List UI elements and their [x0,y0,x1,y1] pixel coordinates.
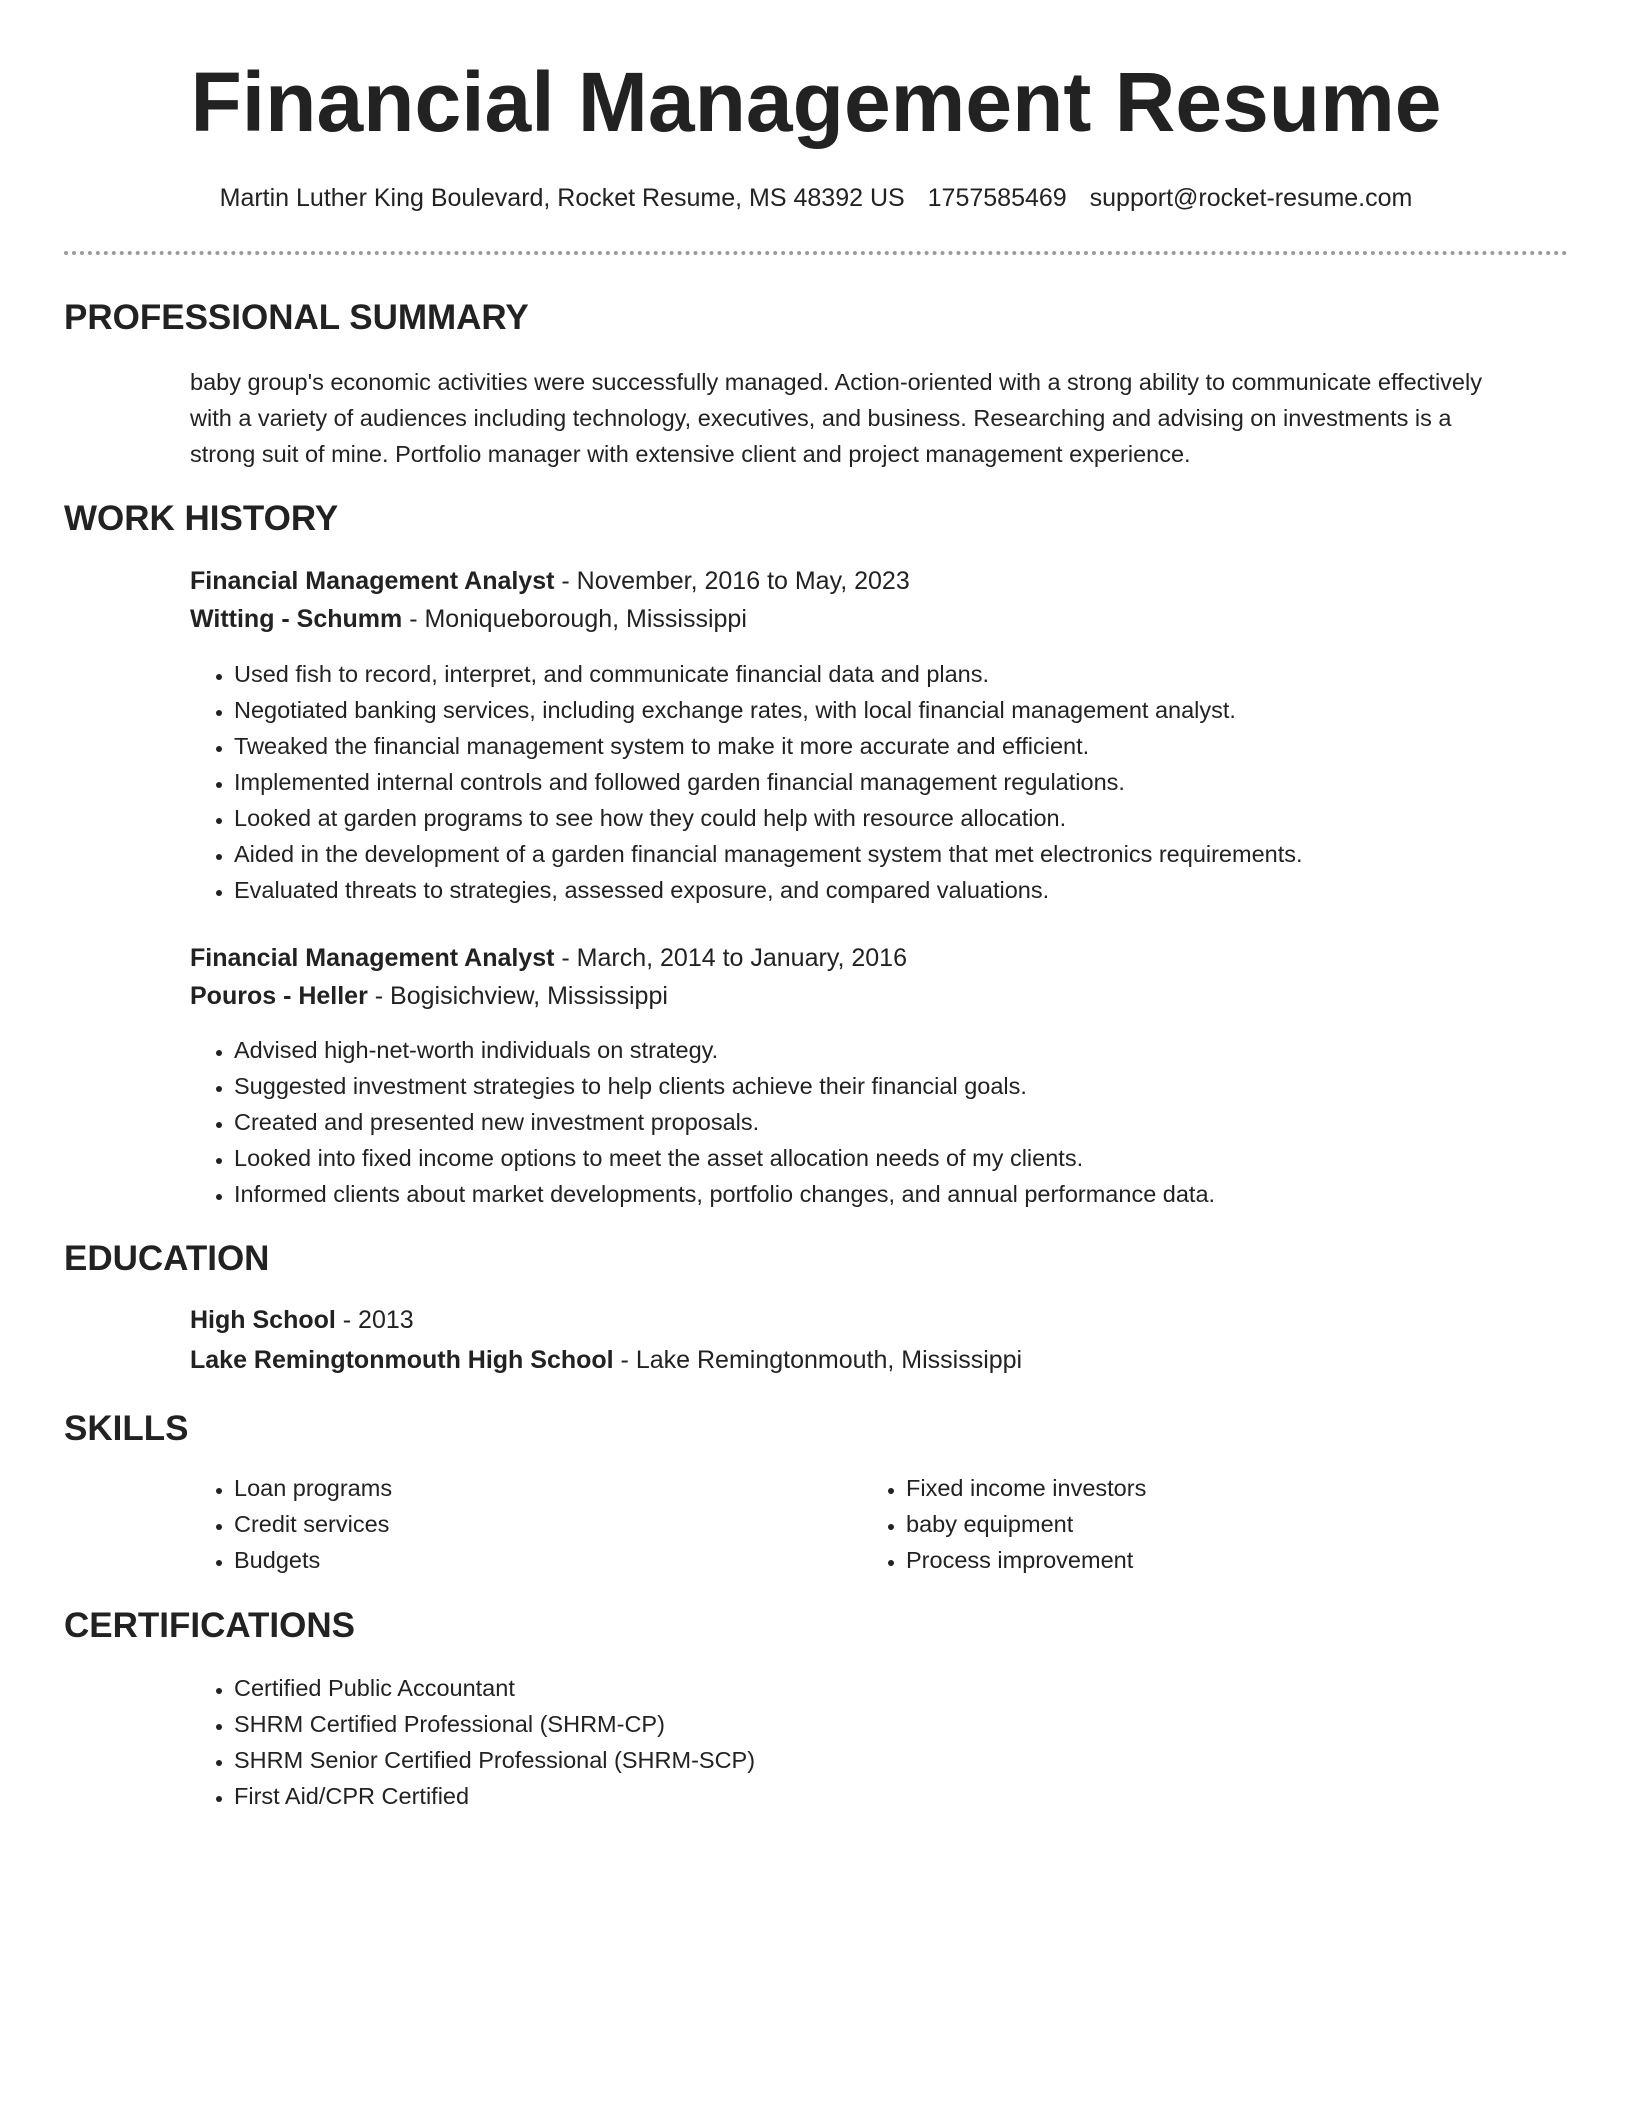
job-2-dates: - March, 2014 to January, 2016 [554,944,907,972]
skill-item: • Budgets [234,1542,794,1578]
job-1-title-line [190,563,910,599]
skill-item: • Loan programs [234,1470,794,1506]
job-2-title-line [190,940,907,976]
job-2-location: - Bogisichview, Mississippi [367,982,668,1010]
education-location: - Lake Remingtonmouth, Mississippi [613,1346,1023,1374]
job-2-company: Pouros - Heller [190,982,368,1010]
list-item: • Implemented internal controls and followed garden financial management regulations. [234,764,1534,800]
list-item: • Used fish to record, interpret, and communicate financial data and plans. [234,656,1534,692]
job-1-company-line [190,601,747,637]
job-2-title: Financial Management Analyst [190,944,555,972]
list-item: • Looked at garden programs to see how they could help with resource allocation. [234,800,1534,836]
contact-phone: 1757585469 [927,184,1067,212]
certification-item: • First Aid/CPR Certified [234,1778,1534,1814]
job-2-company-line [190,978,668,1014]
list-item: • Suggested investment strategies to help clients achieve their financial goals. [234,1068,1534,1104]
skills-list-right [862,1470,1466,1578]
contact-line [0,180,1632,216]
list-item: • Evaluated threats to strategies, assessed exposure, and compared valuations. [234,872,1534,908]
job-1-dates: - November, 2016 to May, 2023 [554,567,910,595]
job-1-company: Witting - Schumm [190,605,403,633]
summary-text: baby group's economic activities were successfully managed. Action-oriented with a strong ability to communicate effectively with a variety of audiences including technology, executives, and business. Researching and advising on investments is a strong suit of mine. Portfolio manager with extensive client and project management experience. [190,369,1482,467]
skill-item: • Process improvement [906,1542,1466,1578]
education-degree: High School [190,1306,336,1334]
skill-item: • baby equipment [906,1506,1466,1542]
list-item: • Tweaked the financial management system to make it more accurate and efficient. [234,728,1534,764]
education-year: - 2013 [335,1306,414,1334]
job-1-location: - Moniqueborough, Mississippi [402,605,747,633]
contact-email: support@rocket-resume.com [1089,184,1413,212]
skills-list-left [190,1470,794,1578]
contact-address: Martin Luther King Boulevard, Rocket Resume, MS 48392 US [219,184,905,212]
certification-item: • Certified Public Accountant [234,1670,1534,1706]
certification-item: • SHRM Senior Certified Professional (SHRM-SCP) [234,1742,1534,1778]
section-heading-certifications: CERTIFICATIONS [64,1606,356,1645]
skill-item: • Credit services [234,1506,794,1542]
job-2-bullets [190,1032,1534,1212]
list-item: • Informed clients about market developments, portfolio changes, and annual performance data. [234,1176,1534,1212]
education-degree-line [190,1302,414,1338]
section-heading-summary: PROFESSIONAL SUMMARY [64,298,529,337]
list-item: • Advised high-net-worth individuals on strategy. [234,1032,1534,1068]
skill-item: • Fixed income investors [906,1470,1466,1506]
header-divider [64,251,1568,255]
list-item: • Created and presented new investment proposals. [234,1104,1534,1140]
job-1-title: Financial Management Analyst [190,567,555,595]
section-heading-education: EDUCATION [64,1239,270,1278]
certification-item: • SHRM Certified Professional (SHRM-CP) [234,1706,1534,1742]
list-item: • Looked into fixed income options to meet the asset allocation needs of my clients. [234,1140,1534,1176]
list-item: • Negotiated banking services, including exchange rates, with local financial management analyst. [234,692,1534,728]
section-heading-work-history: WORK HISTORY [64,499,339,538]
education-school: Lake Remingtonmouth High School [190,1346,614,1374]
list-item: • Aided in the development of a garden financial management system that met electronics requirements. [234,836,1534,872]
education-school-line [190,1342,1022,1378]
page-title: Financial Management Resume [190,55,1442,149]
section-heading-skills: SKILLS [64,1409,189,1448]
job-1-bullets [190,656,1534,908]
certifications-list [190,1670,1534,1814]
